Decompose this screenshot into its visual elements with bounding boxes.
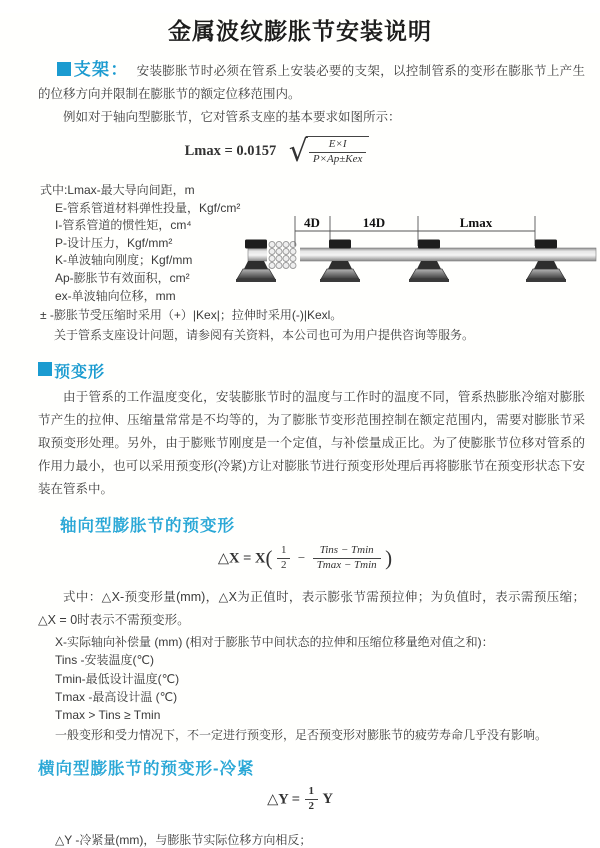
definitions-block bbox=[40, 182, 600, 345]
page-title: 金属波纹膨胀节安装说明 bbox=[168, 18, 432, 44]
definition-item: I-管系管道的惯性矩，cm⁴ bbox=[55, 218, 192, 233]
open-paren: ( bbox=[265, 545, 273, 570]
lateral-note: △Y -冷紧量(mm)，与膨胀节实际位移方向相反； bbox=[55, 833, 312, 848]
support-intro-paragraph bbox=[38, 58, 585, 106]
service-note: 关于管系支座设计问题，请参阅有关资料，本公司也可为用户提供咨询等服务。 bbox=[54, 328, 475, 343]
definition-item: 式中:Lmax-最大导向间距，m bbox=[40, 183, 195, 197]
close-paren: ) bbox=[385, 545, 393, 570]
lateral-numerator: 1 bbox=[308, 785, 314, 798]
definition-item: P-设计压力，Kgf/mm² bbox=[55, 235, 173, 250]
predeform-heading-row bbox=[38, 359, 600, 382]
temp-denominator: Tmax − Tmin bbox=[313, 558, 381, 573]
support-example-line: 例如对于轴向型膨胀节，它对管系支座的基本要求如图所示： bbox=[63, 110, 401, 124]
lateral-subheading: 横向型膨胀节的预变形-冷紧 bbox=[38, 760, 255, 779]
axial-formula-temp-fraction bbox=[313, 544, 381, 573]
half-numerator: 1 bbox=[280, 544, 287, 557]
section-square-icon bbox=[38, 362, 52, 376]
axial-item: Tmax > Tins ≥ Tmin bbox=[55, 707, 161, 722]
sqrt-symbol-icon: √ bbox=[288, 133, 308, 169]
minus-sign: − bbox=[297, 550, 306, 566]
axial-formula bbox=[10, 544, 600, 580]
axial-formula-half-fraction bbox=[277, 544, 291, 573]
predeform-section-heading: 预变形 bbox=[54, 364, 106, 382]
lateral-formula-fraction bbox=[305, 785, 319, 814]
sign-note: ± -膨胀节受压缩时采用（+）|Kex|；拉伸时采用(-)|Kexl。 bbox=[40, 308, 343, 323]
axial-subheading: 轴向型膨胀节的预变形 bbox=[60, 517, 235, 536]
document-page bbox=[0, 13, 600, 848]
definition-item: Ap-膨胀节有效面积，cm² bbox=[55, 270, 190, 285]
definition-item: K-单波轴向刚度；Kgf/mm bbox=[55, 253, 193, 268]
axial-explain-paragraph: 式中：△X-预变形量(mm)，△X为正值时，表示膨张节需预拉伸；为负值时，表示需预压缩；△X = 0时表示不需预变形。 bbox=[38, 590, 585, 628]
lmax-formula-denominator: P×Ap±Kex bbox=[309, 152, 367, 167]
temp-numerator: Tins − Tmin bbox=[319, 544, 374, 557]
axial-item: Tmax -最高设计温 (℃) bbox=[55, 689, 178, 704]
axial-item: Tmin-最低设计温度(℃) bbox=[55, 671, 180, 686]
dim-label-4d: 4D bbox=[304, 215, 320, 230]
support-section-heading: 支架： bbox=[73, 60, 129, 79]
definition-item: ex-单波轴向位移，mm bbox=[55, 288, 176, 303]
half-denominator: 2 bbox=[277, 558, 291, 573]
lmax-formula-fraction bbox=[309, 138, 367, 167]
axial-item: Tins -安装温度(℃) bbox=[55, 653, 155, 668]
lateral-denominator: 2 bbox=[305, 799, 319, 814]
support-intro-text: 安装膨胀节时必须在管系上安装必要的支架，以控制管系的变形在膨胀节上产生的位移方向并限制在膨胀节的额定位移范围内。 bbox=[38, 64, 585, 101]
lateral-formula-lhs: △Y = bbox=[267, 791, 301, 808]
axial-items-list bbox=[55, 633, 600, 724]
dim-label-14d: 14D bbox=[362, 215, 386, 230]
lmax-formula-numerator: E×I bbox=[328, 138, 347, 150]
predeform-paragraph: 由于管系的工作温度变化，安装膨胀节时的温度与工作时的温度不同，管系热膨胀冷缩对膨胀节产生的拉伸、压缩量常常是不均等的，为了膨胀节变形范围控制在额定范围内，需要对膨胀节采取预变形处理。另外，由于膨账节刚度是一个定值，与补偿量成正比。为了使膨胀节位移对管系的作用力最小，也可以采用预变形(冷紧)方让对膨胀节进行预变形处理后再将膨胀节在预变形状态下安装在管系中。 bbox=[38, 390, 585, 497]
axial-formula-lhs: △X = X bbox=[217, 550, 266, 567]
lmax-formula bbox=[0, 133, 554, 176]
sqrt-radical bbox=[288, 133, 370, 169]
definition-item: E-管系管道材料弹性投量，Kgf/cm² bbox=[55, 200, 241, 215]
dim-label-lmax: Lmax bbox=[459, 215, 493, 230]
lateral-formula-rhs: Y bbox=[322, 790, 333, 807]
lmax-formula-lhs: Lmax = 0.0157 bbox=[184, 142, 277, 159]
section-square-icon bbox=[57, 62, 71, 76]
axial-item: X-实际轴向补偿量 (mm) (相对于膨胀节中间状态的拉伸和压缩位移量绝对值之和)： bbox=[55, 635, 494, 650]
lateral-formula bbox=[0, 785, 600, 819]
axial-general-note: 一般变形和受力情况下，不一定进行预变形，足否预变形对膨胀节的疲劳寿命几乎没有影响。 bbox=[55, 728, 548, 743]
